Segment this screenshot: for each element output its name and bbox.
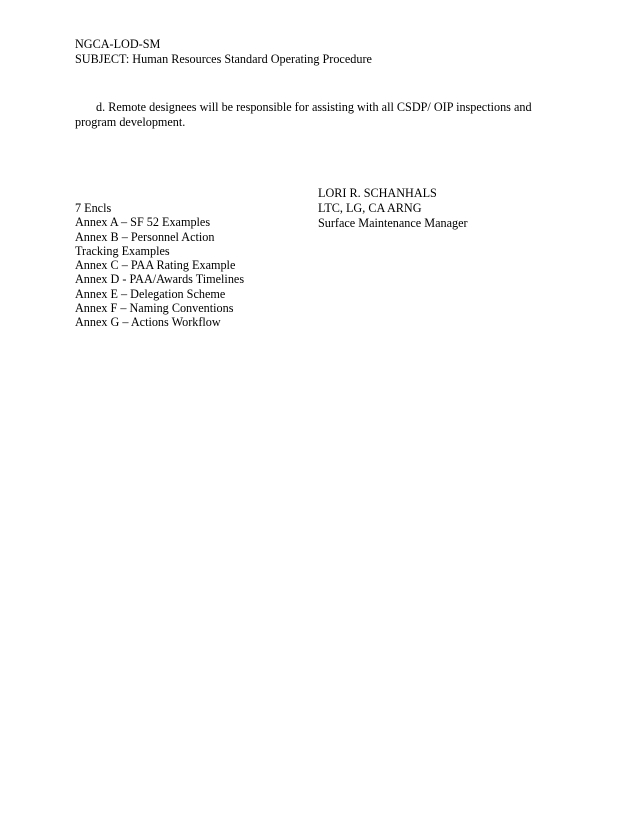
enclosure-item: Annex D - PAA/Awards Timelines bbox=[75, 272, 245, 287]
paragraph-d-line-2: program development. bbox=[75, 115, 186, 129]
signer-title: Surface Maintenance Manager bbox=[318, 215, 468, 230]
signer-name: LORI R. SCHANHALS bbox=[318, 186, 437, 200]
enclosure-item: Annex G – Actions Workflow bbox=[75, 315, 221, 330]
enclosure-item: Annex E – Delegation Scheme bbox=[75, 286, 226, 301]
enclosures-list bbox=[75, 201, 244, 330]
enclosure-item: Annex A – SF 52 Examples bbox=[75, 215, 211, 230]
enclosure-item: Tracking Examples bbox=[75, 243, 170, 258]
enclosure-item: Annex F – Naming Conventions bbox=[75, 301, 234, 316]
signature-block bbox=[318, 186, 468, 230]
enclosure-item: Annex B – Personnel Action bbox=[75, 229, 215, 244]
subject-line: SUBJECT: Human Resources Standard Operating Procedure bbox=[75, 52, 372, 66]
office-symbol: NGCA-LOD-SM bbox=[75, 37, 161, 51]
paragraph-d-line-1: d. Remote designees will be responsible for assisting with all CSDP/ OIP inspections and bbox=[96, 100, 532, 114]
enclosure-count: 7 Encls bbox=[75, 201, 112, 215]
signer-rank: LTC, LG, CA ARNG bbox=[318, 200, 422, 215]
enclosure-item: Annex C – PAA Rating Example bbox=[75, 258, 236, 273]
